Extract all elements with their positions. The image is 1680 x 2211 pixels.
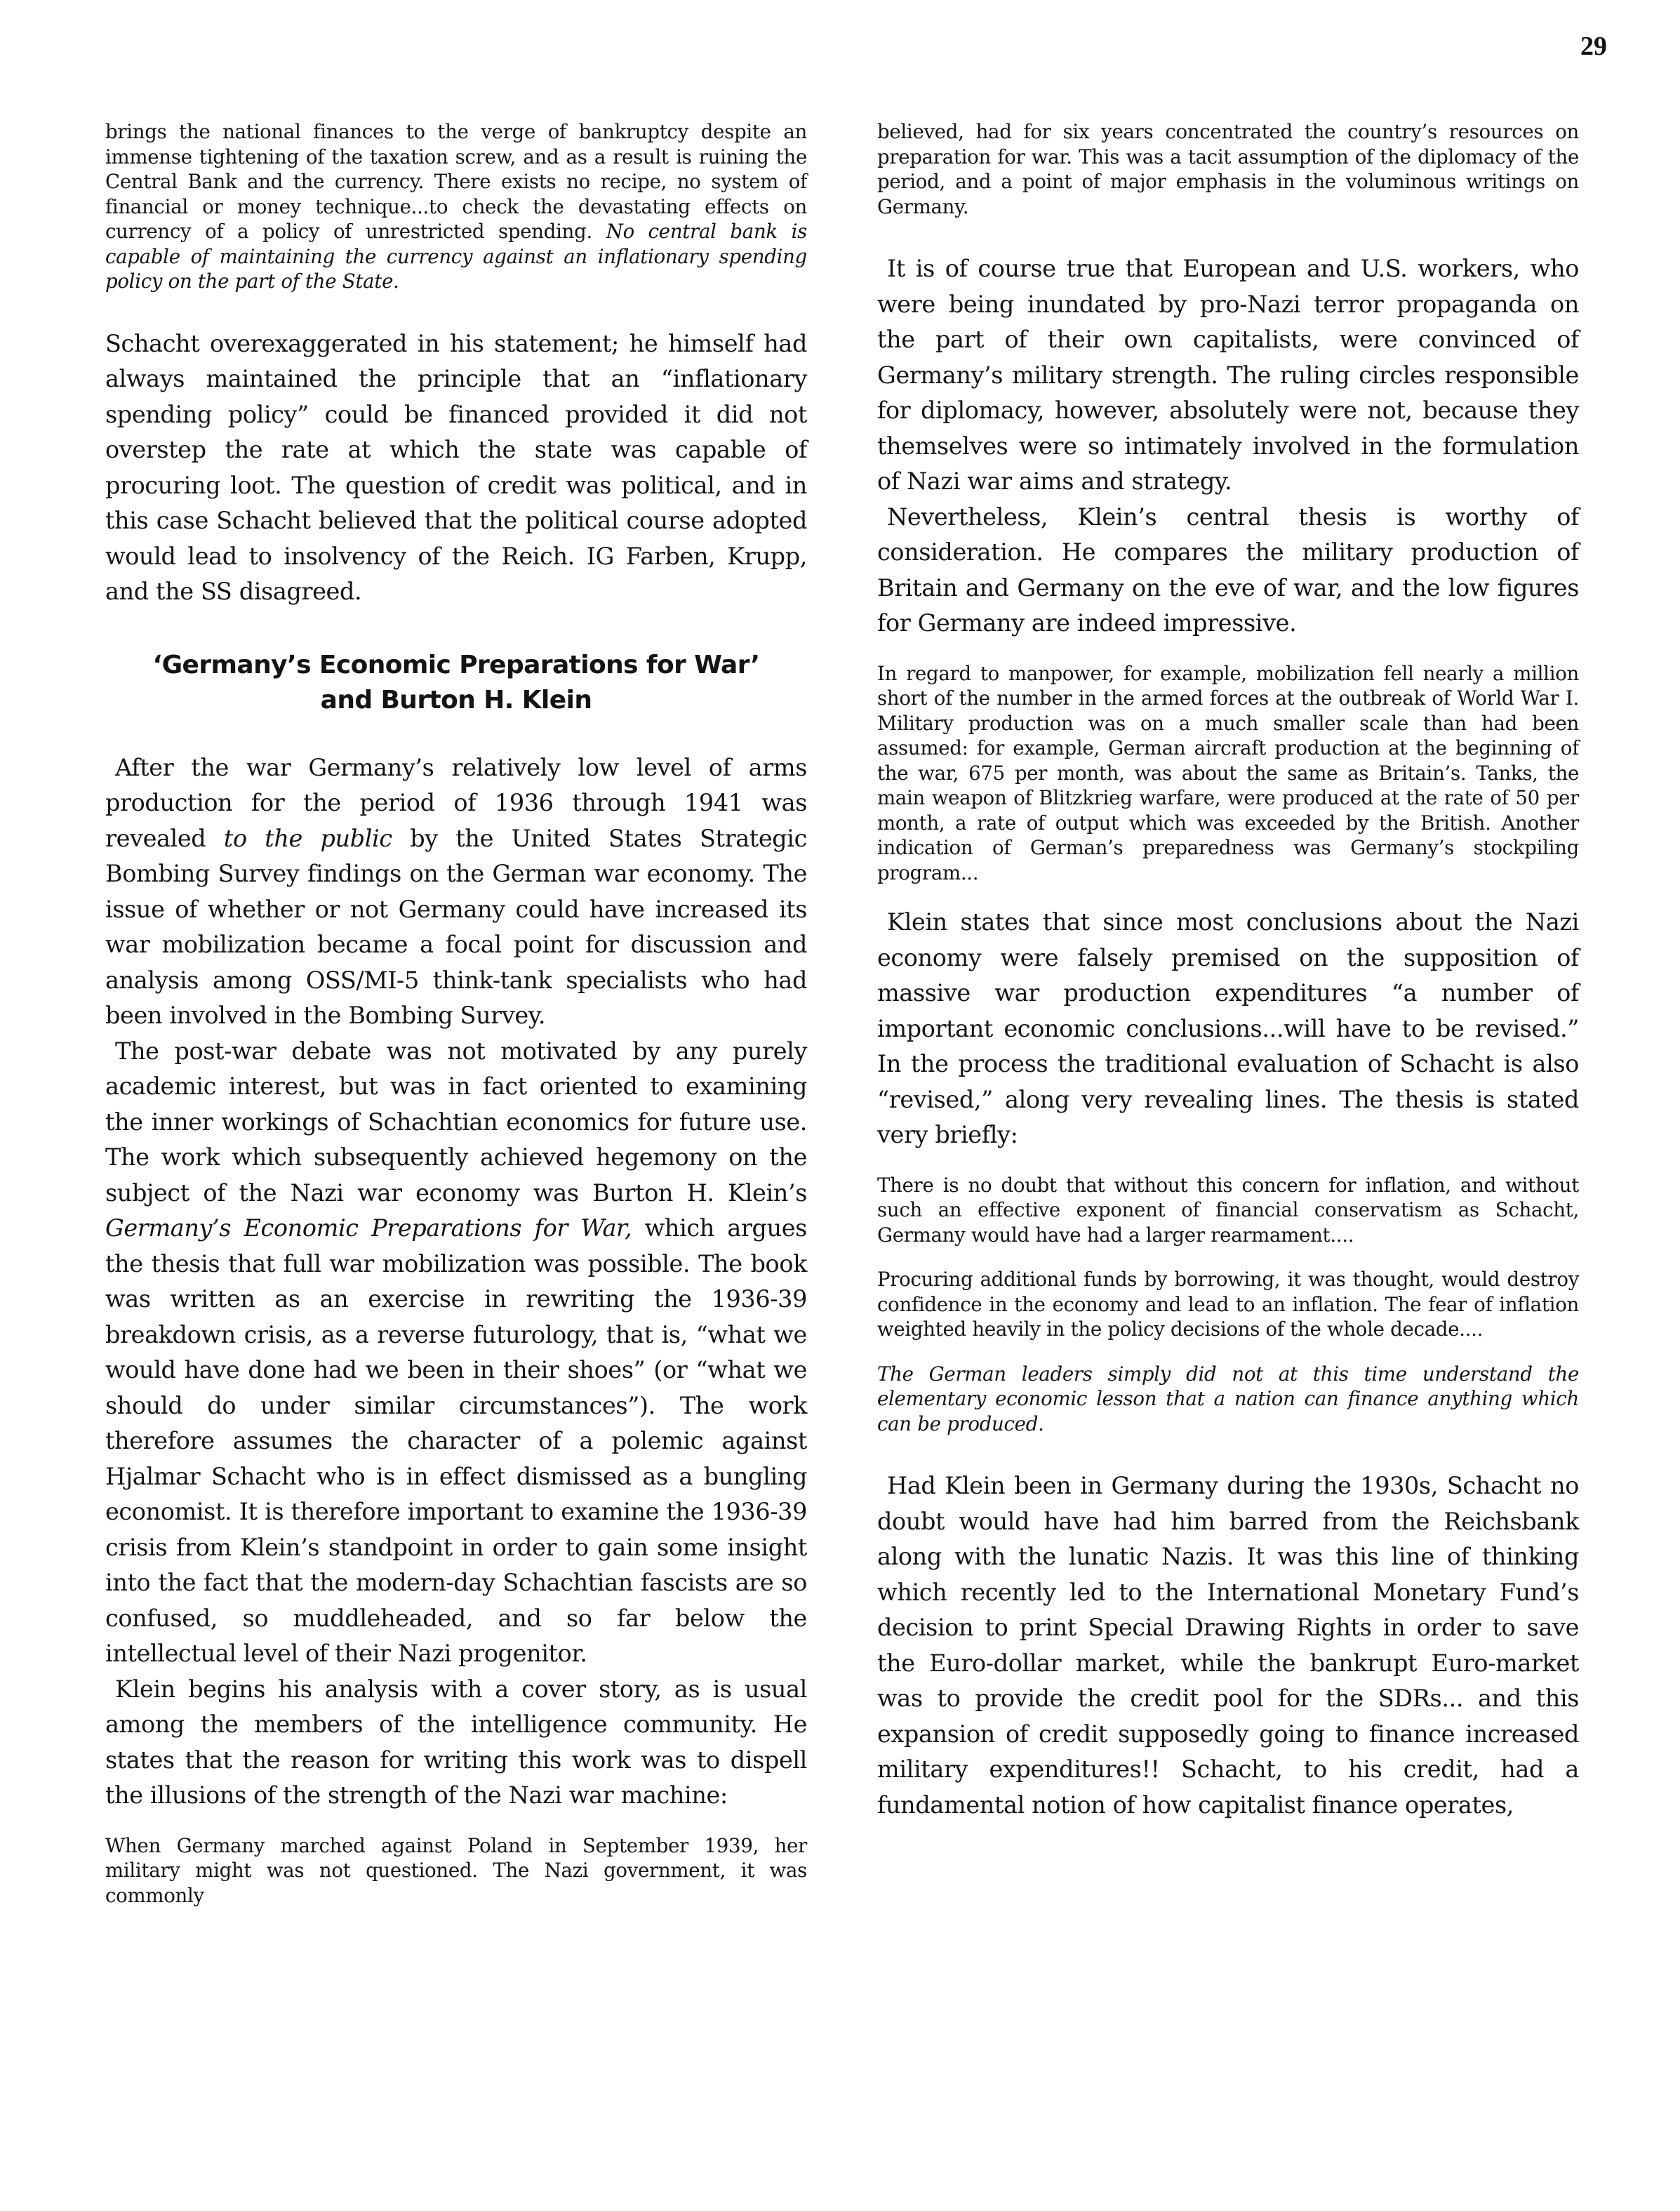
paragraph-had-klein: Had Klein been in Germany during the 1930s, Schacht no doubt would have had him barred from the Reichsbank along with the lunatic Nazis. It was this line of thinking which recently led to the International Monetary Fund’s decision to print Special Drawing Rights in order to save the Euro-dollar market, while the bankrupt Euro-market was to provide the credit pool for the SDRs... and this expansion of credit supposedly going to finance increased military expenditures!! Schacht, to his credit, had a fundamental notion of how capitalist finance operates,: [877, 1472, 1579, 1819]
block-quote-poland: When Germany marched against Poland in September 1939, her military might was not questioned. The Nazi government, it was commonly: [105, 1833, 807, 1907]
paragraph-post-war-debate: [105, 1034, 807, 1672]
right-column: [877, 119, 1579, 1823]
block-quote-german-leaders: The German leaders simply did not at this time understand the elementary economic lesson that a nation can finance anything which can be produced.: [877, 1362, 1579, 1435]
paragraph-schacht-overexaggerated: Schacht overexaggerated in his statement; he himself had always maintained the principle that an “inflationary spending policy” could be financed provided it did not overstep the rate at which the state was capable of procuring loot. The question of credit was political, and in this case Schacht believed that the political course adopted would lead to insolvency of the Reich. IG Farben, Krupp, and the SS disagreed.: [105, 329, 807, 605]
page-number: 29: [1580, 32, 1607, 61]
paragraph-klein-cover-story: Klein begins his analysis with a cover story, as is usual among the members of the intelligence community. He states that the reason for writing this work was to dispell the illusions of the strength of the Nazi war machine:: [105, 1675, 807, 1809]
block-quote-bankruptcy: [105, 119, 807, 294]
block-quote-continued: believed, had for six years concentrated the country’s resources on preparation for war. This was a tacit assumption of the diplomacy of the period, and a point of major emphasis in the voluminous writings on Germany.: [877, 120, 1579, 218]
section-heading-line-2: and Burton H. Klein: [320, 685, 592, 715]
text-run: by the United States Strategic Bombing Survey findings on the German war economy. The issue of whether or not Germany could have increased its war mobilization became a focal point for discussion and analysis among OSS/MI-5 think-tank specialists who had been involved in the Bombing Survey.: [105, 824, 807, 1029]
block-quote-borrowing: Procuring additional funds by borrowing, it was thought, would destroy confidence in the economy and lead to an inflation. The fear of inflation weighted heavily in the policy decisions of the whole decade....: [877, 1268, 1579, 1341]
paragraph-klein-states: Klein states that since most conclusions about the Nazi economy were falsely premised on the supposition of massive war production expenditures “a number of important economic conclusions...will have to be revised.” In the process the traditional evaluation of Schacht is also “revised,” along very revealing lines. The thesis is stated very briefly:: [877, 908, 1579, 1148]
section-heading-line-1: ‘Germany’s Economic Preparations for War’: [152, 650, 760, 679]
book-title: Germany’s Economic Preparations for War,: [105, 1214, 632, 1242]
block-quote-inflation-concern: There is no doubt that without this concern for inflation, and without such an effective exponent of financial conservatism as Schacht, Germany would have had a larger rearmament....: [877, 1173, 1579, 1247]
quote-text: brings the national finances to the verge of bankruptcy despite an immense tightening of the taxation screw, and as a result is ruining the Central Bank and the currency. There exists no recipe, no system of financial or money technique...to check the devastating effects on currency of a policy of unrestricted spending.: [105, 120, 807, 243]
paragraph-european-workers: It is of course true that European and U.S. workers, who were being inundated by pro-Nazi terror propaganda on the part of their own capitalists, were convinced of Germany’s military strength. The ruling circles responsible for diplomacy, however, absolutely were not, because they themselves were so intimately involved in the formulation of Nazi war aims and strategy.: [877, 255, 1579, 495]
text-run: which argues the thesis that full war mobilization was possible. The book was written as an exercise in rewriting the 1936-39 breakdown crisis, as a reverse futurology, that is, “what we would have done had we been in their shoes” (or “what we should do under similar circumstances”). The work therefore assumes the character of a polemic against Hjalmar Schacht who is in effect dismissed as a bungling economist. It is therefore important to examine the 1936-39 crisis from Klein’s standpoint in order to gain some insight into the fact that the modern-day Schachtian fascists are so confused, so muddleheaded, and so far below the intellectual level of their Nazi progenitor.: [105, 1214, 807, 1667]
paragraph-central-thesis: Nevertheless, Klein’s central thesis is worthy of consideration. He compares the military production of Britain and Germany on the eve of war, and the low figures for Germany are indeed impressive.: [877, 503, 1579, 637]
block-quote-manpower: In regard to manpower, for example, mobilization fell nearly a million short of the number in the armed forces at the outbreak of World War I. Military production was on a much smaller scale than had been assumed: for example, German aircraft production at the beginning of the war, 675 per month, was about the same as Britain’s. Tanks, the main weapon of Blitzkrieg warfare, were produced at the rate of 50 per month, a rate of output which was exceeded by the British. Another indication of German’s preparedness was Germany’s stockpiling program...: [877, 661, 1579, 884]
paragraph-after-the-war: [105, 750, 807, 1034]
text-run: After the war Germany’s relatively low level of arms production for the period of 1936 through 1941 was revealed: [105, 753, 807, 852]
left-column: [105, 119, 807, 1908]
quote-emphasis: No central bank is capable of maintaining the currency against an inflationary spending policy on the part of the State.: [105, 220, 807, 293]
italic-run: to the public: [223, 824, 392, 852]
text-run: The post-war debate was not motivated by any purely academic interest, but was in fact oriented to examining the inner workings of Schachtian economics for future use. The work which subsequently achieved hegemony on the subject of the Nazi war economy was Burton H. Klein’s: [105, 1037, 807, 1207]
